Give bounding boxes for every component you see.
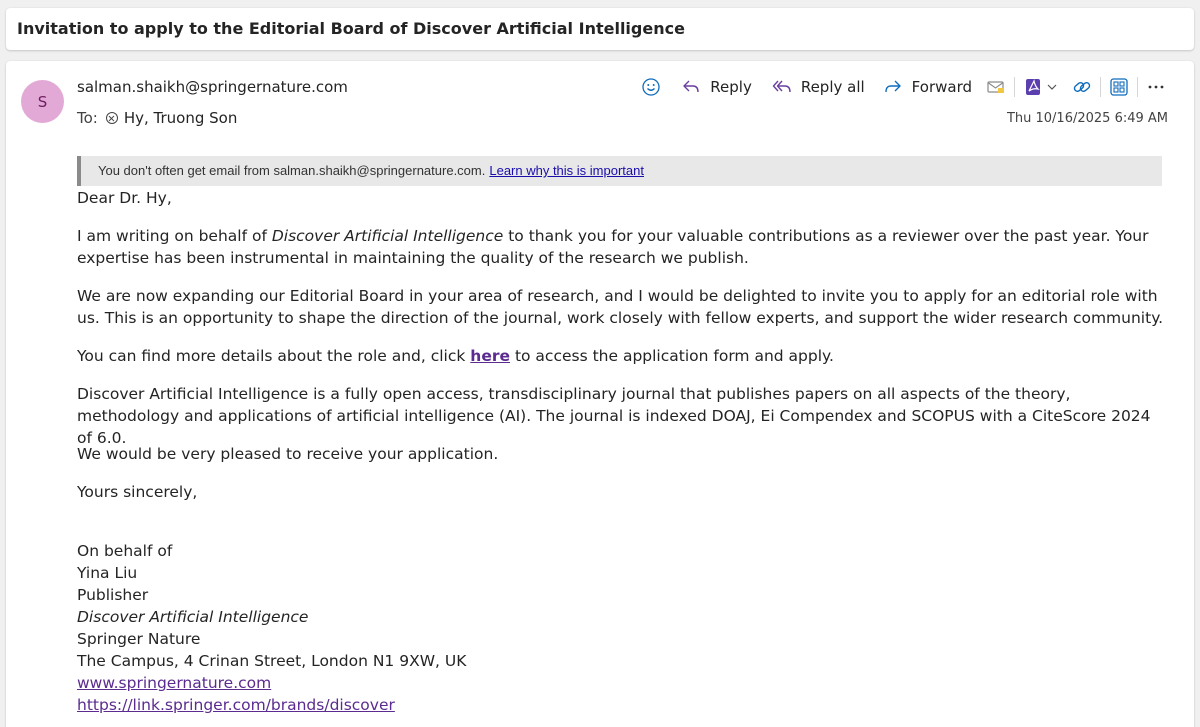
toolbar-divider [1100, 77, 1101, 97]
email-subject: Invitation to apply to the Editorial Board of Discover Artificial Intelligence [17, 19, 685, 38]
recipient-row [77, 109, 237, 127]
remove-recipient-icon[interactable] [106, 112, 118, 124]
reply-all-label: Reply all [800, 78, 865, 96]
subject-bar [6, 8, 1194, 50]
discover-brand-link[interactable]: https://link.springer.com/brands/discover [77, 696, 395, 714]
learn-why-link[interactable]: Learn why this is important [489, 163, 644, 178]
greeting: Dear Dr. Hy, [77, 189, 172, 207]
mark-button[interactable] [986, 75, 1006, 99]
toolbar-divider [1014, 77, 1015, 97]
apps-button[interactable] [1109, 75, 1129, 99]
reply-icon [681, 77, 701, 97]
emoji-icon [641, 77, 661, 97]
more-actions-button[interactable] [1146, 75, 1166, 99]
acrobat-icon [1023, 77, 1043, 97]
message-toolbar [641, 75, 1166, 99]
chevron-down-icon [1046, 77, 1058, 97]
external-sender-warning [77, 156, 1162, 186]
recipient-name[interactable]: Hy, Truong Son [123, 109, 238, 127]
signature-journal: Discover Artificial Intelligence [77, 608, 309, 626]
p1-text-end: to thank you for your valuable contributions as a reviewer over the past year. Your expertise has been instrumental in maintaining the quality of the research we publish. [77, 227, 1149, 267]
signature-name: Yina Liu [77, 564, 138, 582]
sender-avatar[interactable] [21, 80, 64, 123]
body-paragraph-3 [77, 345, 1167, 367]
body-paragraph-2: We are now expanding our Editorial Board in your area of research, and I would be delighted to invite you to apply for an editorial role with us. This is an opportunity to shape the direction of the journal, work closely with fellow experts, and support the wider research community. [77, 287, 1164, 327]
body-paragraph-5: We would be very pleased to receive your application. [77, 445, 499, 463]
avatar-initial: S [37, 92, 48, 111]
body-paragraph-1 [77, 225, 1167, 269]
apps-grid-icon [1109, 77, 1129, 97]
acrobat-button[interactable] [1023, 75, 1058, 99]
p1-text: I am writing on behalf of [77, 227, 272, 245]
warning-text: You don't often get email from salman.shaikh@springernature.com. [98, 163, 486, 178]
more-icon [1146, 77, 1166, 97]
website-link[interactable]: www.springernature.com [77, 674, 272, 692]
link-button[interactable] [1072, 75, 1092, 99]
reply-all-icon [772, 77, 792, 97]
forward-label: Forward [911, 78, 972, 96]
forward-button[interactable] [883, 75, 972, 99]
signature-role: Publisher [77, 586, 149, 604]
p3-text-end: to access the application form and apply. [510, 347, 834, 365]
reply-label: Reply [710, 78, 752, 96]
reply-button[interactable] [681, 75, 752, 99]
mail-tag-icon [986, 77, 1006, 97]
journal-name: Discover Artificial Intelligence [271, 227, 504, 245]
to-label: To: [77, 109, 98, 127]
received-timestamp: Thu 10/16/2025 6:49 AM [1006, 111, 1168, 126]
link-icon [1072, 77, 1092, 97]
signature-address: The Campus, 4 Crinan Street, London N1 9XW, UK [77, 652, 467, 670]
forward-icon [883, 77, 903, 97]
emoji-reaction-button[interactable] [641, 75, 661, 99]
closing: Yours sincerely, [77, 483, 198, 501]
sender-address[interactable]: salman.shaikh@springernature.com [77, 78, 348, 96]
reply-all-button[interactable] [772, 75, 865, 99]
application-link[interactable]: here [470, 347, 511, 365]
toolbar-divider [1137, 77, 1138, 97]
signature-block [77, 540, 1167, 716]
signature-company: Springer Nature [77, 630, 201, 648]
p3-text: You can find more details about the role and, click [77, 347, 471, 365]
signature-on-behalf: On behalf of [77, 542, 173, 560]
body-paragraph-4: Discover Artificial Intelligence is a fully open access, transdisciplinary journal that publishes papers on all aspects of the theory, methodology and applications of artificial intelligence (AI). The journal is indexed DOAJ, Ei Compendex and SCOPUS with a CiteScore 2024 of 6.0. [77, 385, 1151, 447]
message-panel [6, 61, 1194, 727]
